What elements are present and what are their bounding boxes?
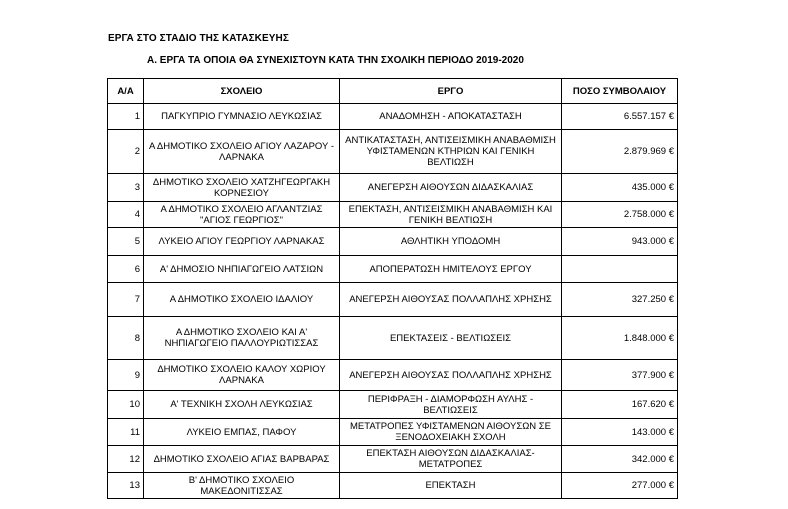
table-row	[108, 256, 678, 283]
table-row	[108, 446, 678, 473]
cell-amount: 377.900 €	[562, 360, 678, 391]
cell-amount: 1.848.000 €	[562, 317, 678, 360]
cell-work: ΑΝΑΔΟΜΗΣΗ - ΑΠΟΚΑΤΑΣΤΑΣΗ	[340, 104, 562, 130]
table-row	[108, 202, 678, 228]
cell-school: ΔΗΜΟΤΙΚΟ ΣΧΟΛΕΙΟ ΑΓΙΑΣ ΒΑΡΒΑΡΑΣ	[144, 446, 340, 473]
cell-school: ΛΥΚΕΙΟ ΑΓΙΟΥ ΓΕΩΡΓΙΟΥ ΛΑΡΝΑΚΑΣ	[144, 228, 340, 256]
cell-num: 6	[108, 256, 144, 283]
cell-amount: 342.000 €	[562, 446, 678, 473]
cell-school: ΠΑΓΚΥΠΡΙΟ ΓΥΜΝΑΣΙΟ ΛΕΥΚΩΣΙΑΣ	[144, 104, 340, 130]
table-row	[108, 104, 678, 130]
cell-work: ΑΠΟΠΕΡΑΤΩΣΗ ΗΜΙΤΕΛΟΥΣ ΕΡΓΟΥ	[340, 256, 562, 283]
cell-amount: 2.879.969 €	[562, 130, 678, 174]
cell-amount: 277.000 €	[562, 473, 678, 499]
cell-school: Α ΔΗΜΟΤΙΚΟ ΣΧΟΛΕΙΟ ΙΔΑΛΙΟΥ	[144, 283, 340, 317]
cell-num: 8	[108, 317, 144, 360]
cell-work: ΠΕΡΙΦΡΑΞΗ - ΔΙΑΜΟΡΦΩΣΗ ΑΥΛΗΣ - ΒΕΛΤΙΩΣΕΙΣ	[340, 391, 562, 419]
table-row	[108, 283, 678, 317]
cell-num: 5	[108, 228, 144, 256]
cell-work: ΑΘΛΗΤΙΚΗ ΥΠΟΔΟΜΗ	[340, 228, 562, 256]
cell-work: ΕΠΕΚΤΑΣΗ, ΑΝΤΙΣΕΙΣΜΙΚΗ ΑΝΑΒΑΘΜΙΣΗ ΚΑΙ ΓΕΝΙΚΗ ΒΕΛΤΙΩΣΗ	[340, 202, 562, 228]
cell-school: Α ΔΗΜΟΤΙΚΟ ΣΧΟΛΕΙΟ ΚΑΙ Α' ΝΗΠΙΑΓΩΓΕΙΟ ΠΑΛΛΟΥΡΙΩΤΙΣΣΑΣ	[144, 317, 340, 360]
projects-table	[107, 78, 678, 499]
table-row	[108, 174, 678, 202]
cell-work: ΑΝΕΓΕΡΣΗ ΑΙΘΟΥΣΑΣ ΠΟΛΛΑΠΛΗΣ ΧΡΗΣΗΣ	[340, 283, 562, 317]
cell-amount: 167.620 €	[562, 391, 678, 419]
cell-num: 1	[108, 104, 144, 130]
table-row	[108, 391, 678, 419]
cell-work: ΜΕΤΑΤΡΟΠΕΣ ΥΦΙΣΤΑΜΕΝΩΝ ΑΙΘΟΥΣΩΝ ΣΕ ΞΕΝΟΔΟΧΕΙΑΚΗ ΣΧΟΛΗ	[340, 419, 562, 446]
cell-work: ΑΝΕΓΕΡΣΗ ΑΙΘΟΥΣΑΣ ΠΟΛΛΑΠΛΗΣ ΧΡΗΣΗΣ	[340, 360, 562, 391]
section-subtitle: Α. ΕΡΓΑ ΤΑ ΟΠΟΙΑ ΘΑ ΣΥΝΕΧΙΣΤΟΥΝ ΚΑΤΑ ΤΗΝ ΣΧΟΛΙΚΗ ΠΕΡΙΟΔΟ 2019-2020	[147, 55, 524, 66]
table-header-row	[108, 79, 678, 104]
header-num: Α/Α	[108, 79, 144, 104]
cell-school: Α' ΔΗΜΟΣΙΟ ΝΗΠΙΑΓΩΓΕΙΟ ΛΑΤΣΙΩΝ	[144, 256, 340, 283]
cell-amount: 6.557.157 €	[562, 104, 678, 130]
cell-num: 2	[108, 130, 144, 174]
cell-num: 4	[108, 202, 144, 228]
header-amount: ΠΟΣΟ ΣΥΜΒΟΛΑΙΟΥ	[562, 79, 678, 104]
cell-amount: 143.000 €	[562, 419, 678, 446]
cell-amount: 943.000 €	[562, 228, 678, 256]
cell-work: ΕΠΕΚΤΑΣΕΙΣ - ΒΕΛΤΙΩΣΕΙΣ	[340, 317, 562, 360]
cell-num: 9	[108, 360, 144, 391]
document-title: ΕΡΓΑ ΣΤΟ ΣΤΑΔΙΟ ΤΗΣ ΚΑΤΑΣΚΕΥΗΣ	[108, 33, 289, 44]
cell-school: Α ΔΗΜΟΤΙΚΟ ΣΧΟΛΕΙΟ ΑΓΛΑΝΤΖΙΑΣ "ΑΓΙΟΣ ΓΕΩΡΓΙΟΣ"	[144, 202, 340, 228]
cell-school: ΛΥΚΕΙΟ ΕΜΠΑΣ, ΠΑΦΟΥ	[144, 419, 340, 446]
cell-work: ΑΝΤΙΚΑΤΑΣΤΑΣΗ, ΑΝΤΙΣΕΙΣΜΙΚΗ ΑΝΑΒΑΘΜΙΣΗ ΥΦΙΣΤΑΜΕΝΩΝ ΚΤΗΡΙΩΝ ΚΑΙ ΓΕΝΙΚΗ ΒΕΛΤΙΩΣΗ	[340, 130, 562, 174]
table-row	[108, 317, 678, 360]
cell-school: Β' ΔΗΜΟΤΙΚΟ ΣΧΟΛΕΙΟ ΜΑΚΕΔΟΝΙΤΙΣΣΑΣ	[144, 473, 340, 499]
cell-amount: 2.758.000 €	[562, 202, 678, 228]
cell-work: ΕΠΕΚΤΑΣΗ	[340, 473, 562, 499]
cell-num: 13	[108, 473, 144, 499]
cell-work: ΕΠΕΚΤΑΣΗ ΑΙΘΟΥΣΩΝ ΔΙΔΑΣΚΑΛΙΑΣ-ΜΕΤΑΤΡΟΠΕΣ	[340, 446, 562, 473]
cell-amount: 435.000 €	[562, 174, 678, 202]
cell-num: 3	[108, 174, 144, 202]
cell-school: ΔΗΜΟΤΙΚΟ ΣΧΟΛΕΙΟ ΚΑΛΟΥ ΧΩΡΙΟΥ ΛΑΡΝΑΚΑ	[144, 360, 340, 391]
header-school: ΣΧΟΛΕΙΟ	[144, 79, 340, 104]
table-row	[108, 228, 678, 256]
table-row	[108, 473, 678, 499]
cell-school: ΔΗΜΟΤΙΚΟ ΣΧΟΛΕΙΟ ΧΑΤΖΗΓΕΩΡΓΑΚΗ ΚΟΡΝΕΣΙΟΥ	[144, 174, 340, 202]
cell-num: 10	[108, 391, 144, 419]
table-row	[108, 130, 678, 174]
table-row	[108, 419, 678, 446]
cell-amount	[562, 256, 678, 283]
cell-amount: 327.250 €	[562, 283, 678, 317]
cell-school: Α ΔΗΜΟΤΙΚΟ ΣΧΟΛΕΙΟ ΑΓΙΟΥ ΛΑΖΑΡΟΥ - ΛΑΡΝΑΚΑ	[144, 130, 340, 174]
cell-num: 11	[108, 419, 144, 446]
header-work: ΕΡΓΟ	[340, 79, 562, 104]
cell-num: 7	[108, 283, 144, 317]
cell-work: ΑΝΕΓΕΡΣΗ ΑΙΘΟΥΣΩΝ ΔΙΔΑΣΚΑΛΙΑΣ	[340, 174, 562, 202]
cell-num: 12	[108, 446, 144, 473]
table-row	[108, 360, 678, 391]
cell-school: Α' ΤΕΧΝΙΚΗ ΣΧΟΛΗ ΛΕΥΚΩΣΙΑΣ	[144, 391, 340, 419]
